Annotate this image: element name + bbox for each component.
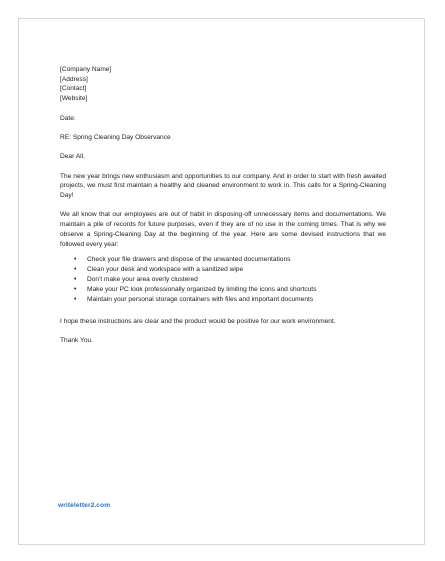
list-item: • Make your PC look professionally organized by limiting the icons and shortcuts (74, 286, 317, 293)
website-link[interactable]: writeletter2.com (58, 502, 111, 509)
bullet-icon: • (74, 286, 77, 293)
list-item: • Clean your desk and workspace with a sanitized wipe (74, 266, 244, 274)
bullet-icon: • (74, 266, 77, 274)
bullet-icon: • (74, 256, 77, 264)
list-item: • Maintain your personal storage containers with files and important documents (74, 295, 314, 303)
date-label: Date: (60, 114, 76, 122)
intro-paragraph: The new year brings new enthusiasm and opportunities to our company. And in order to start with fresh awaited projects, we must first maintain a healthy and cleaned environment to work in. This calls for a Spring-Cleaning Day! (60, 172, 386, 200)
list-item: • Check your file drawers and dispose of the unwanted documentations (74, 256, 291, 264)
closing-paragraph: I hope these instructions are clear and the product would be positive for our work environment. (60, 317, 336, 325)
letter-body (60, 65, 386, 346)
contact: [Contact] (60, 85, 87, 93)
list-item: • Don't make your area overly clustered (74, 276, 198, 284)
salutation: Dear All, (60, 153, 85, 161)
instruction-list (60, 255, 386, 305)
bullet-icon: • (74, 276, 77, 284)
bullet-icon: • (74, 295, 77, 303)
signoff: Thank You. (60, 337, 93, 345)
website: [Website] (60, 95, 88, 103)
sender-block (60, 65, 386, 104)
subject-line: RE: Spring Cleaning Day Observance (60, 133, 171, 141)
context-paragraph: We all know that our employees are out of habit in disposing-off unnecessary items and documentations. We maintain a pile of records for future purposes, even if they are of no use in the coming times. That is why we observe a Spring-Cleaning Day at the beginning of the year. Here are some devised instructions that we followed every year: (60, 211, 386, 248)
company-name: [Company Name] (60, 66, 112, 73)
address: [Address] (60, 75, 88, 83)
